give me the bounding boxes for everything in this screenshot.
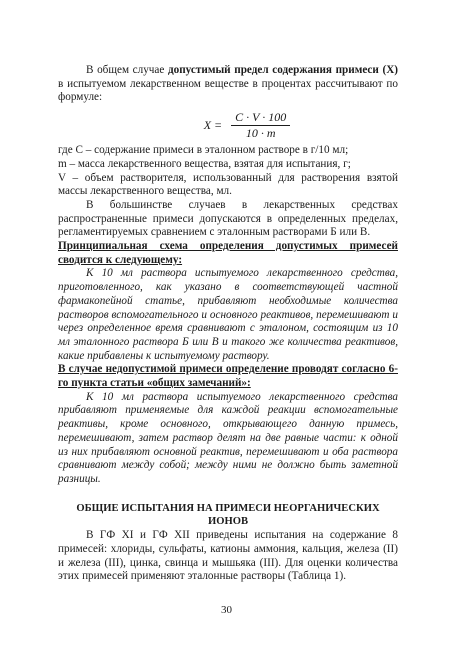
- formula-fraction: [231, 111, 290, 140]
- definition-c: где С – содержание примеси в эталонном растворе в г/10 мл;: [58, 144, 349, 157]
- formula: [58, 111, 398, 140]
- formula-lhs: X =: [203, 118, 223, 133]
- unacceptable-impurity-procedure: К 10 мл раствора испытуемого лекарственного средства прибавляют применяемые для каждой реакции вспомогательные реактивы, кроме основного, открывающего данную примесь, перемешивают, затем раствор делят на две равные части: к одной из них прибавляют основной реактив, перемешивают и оба раствора сравнивают между собой; между ними не должно быть заметной разницы.: [58, 390, 398, 485]
- page-number: 30: [221, 604, 232, 616]
- intro-text-end: в испытуемом лекарственном веществе в процентах рассчитывают по формуле:: [58, 77, 398, 104]
- scheme-procedure: К 10 мл раствора испытуемого лекарственного средства, приготовленного, как указано в соответствующей частной фармакопейной статье, прибавляют необходимые количества растворов вспомогательного и основного реактивов, перемешивают и через определенное время сравнивают с эталоном, состоящим из 10 мл эталонного раствора Б или В и такого же количества реактивов, какие прибавлены к испытуемому раствору.: [58, 267, 398, 362]
- intro-text: В общем случае: [86, 64, 168, 76]
- standards-paragraph: В большинстве случаев в лекарственных средствах распространенные примеси допускаются в определенных пределах, регламентируемых сравнением с эталонным растворами Б или В.: [58, 198, 398, 239]
- unacceptable-impurity-heading: В случае недопустимой примеси определение проводят согласно 6-го пункта статьи «общих замечаний»:: [58, 363, 398, 390]
- formula-denominator: 10 · m: [245, 126, 276, 141]
- definition-v: V – объем растворителя, использованный для растворения взятой массы лекарственного вещества, мл.: [58, 171, 398, 198]
- section-title: ОБЩИЕ ИСПЫТАНИЯ НА ПРИМЕСИ НЕОРГАНИЧЕСКИХ ИОНОВ: [76, 502, 380, 528]
- scheme-heading: Принципиальная схема определения допустимых примесей сводится к следующему:: [58, 240, 398, 266]
- intro-bold-term: допустимый предел содержания примеси (Х): [167, 64, 398, 76]
- formula-numerator: C · V · 100: [231, 111, 290, 126]
- definition-m: m – масса лекарственного вещества, взятая для испытания, г;: [58, 157, 351, 170]
- intro-paragraph: [58, 64, 398, 105]
- inorganic-ions-paragraph: В ГФ XI и ГФ XII приведены испытания на содержание 8 примесей: хлориды, сульфаты, катионы аммония, кальция, железа (II) и железа (III), цинка, свинца и мышьяка (III). Для оценки количества этих примесей применяют эталонные растворы (Таблица 1).: [58, 529, 398, 583]
